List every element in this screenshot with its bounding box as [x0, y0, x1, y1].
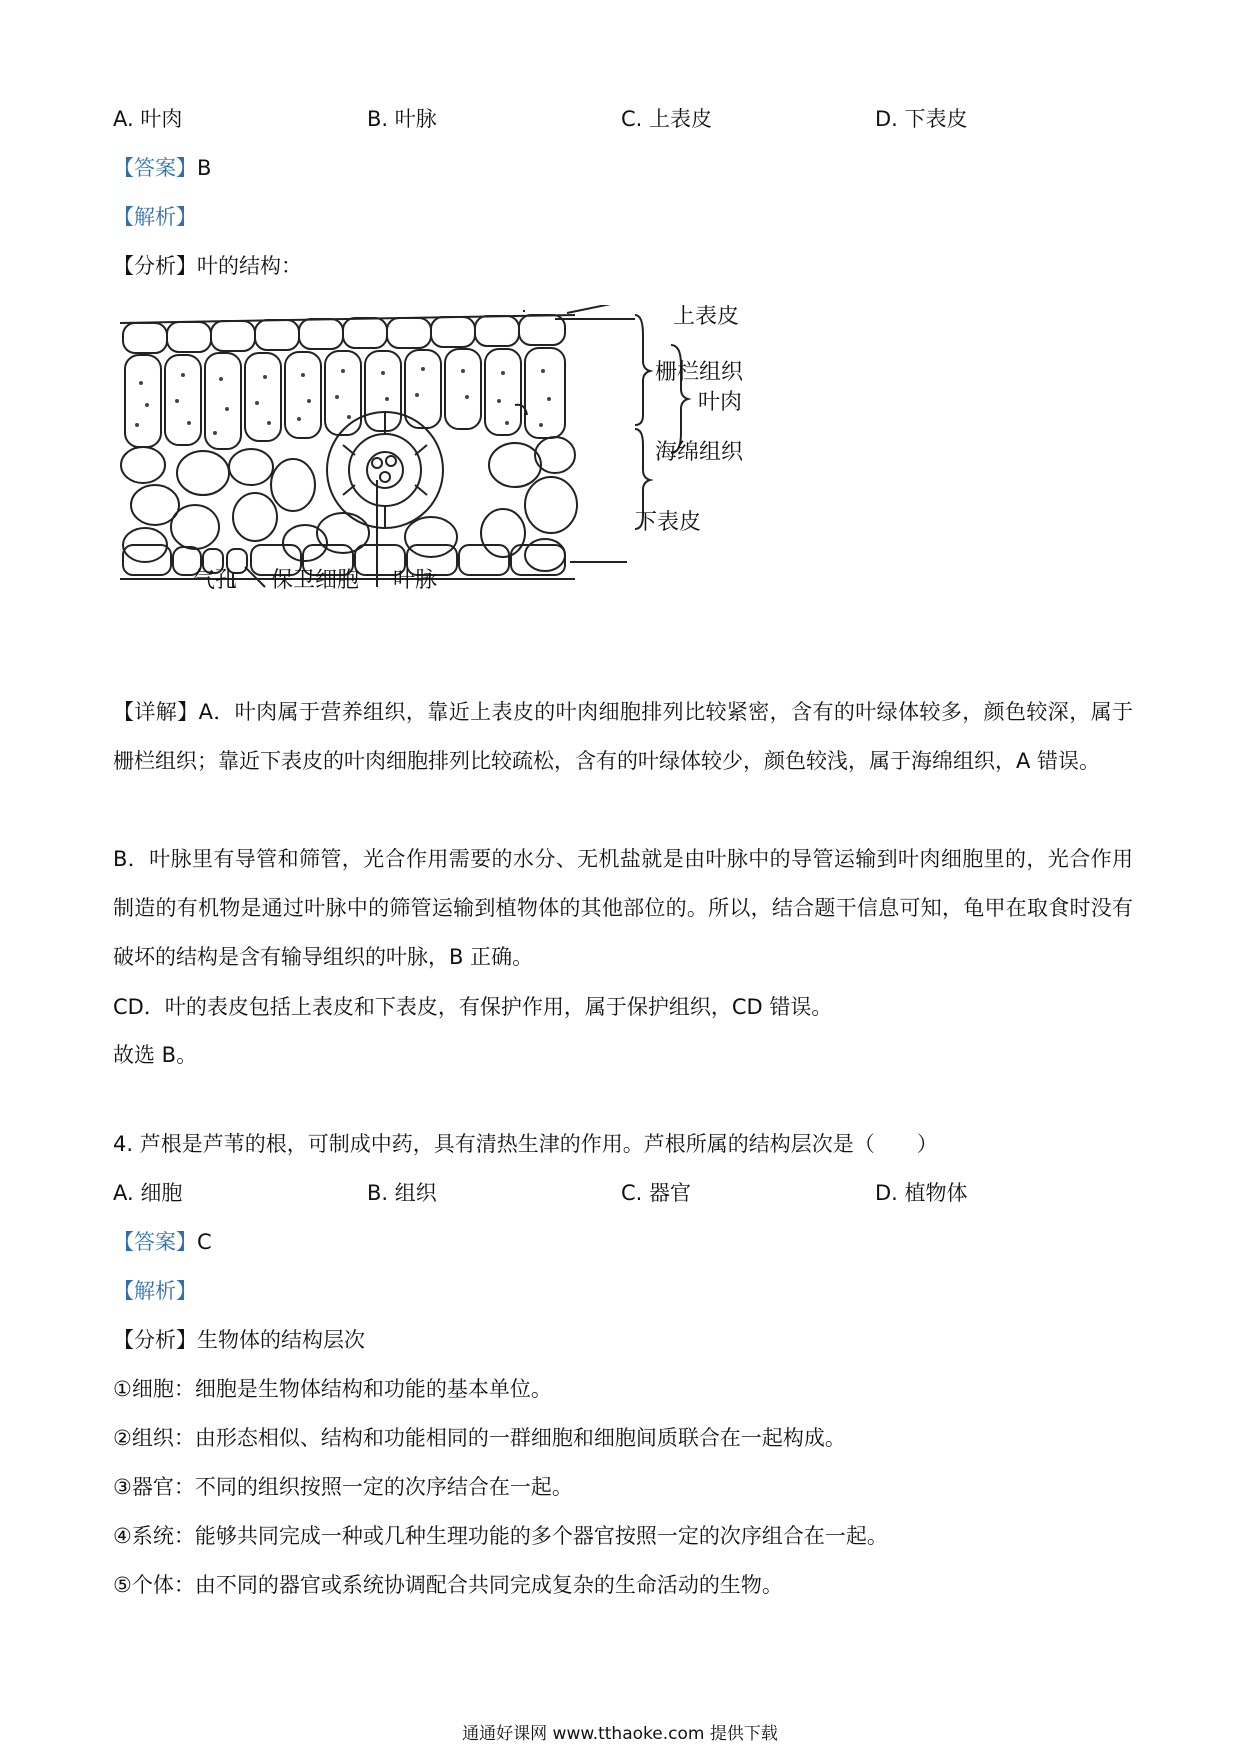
q4-item-tissue: ②组织：由形态相似、结构和功能相同的一群细胞和细胞间质联合在一起构成。: [113, 1426, 846, 1450]
label-guard-cell: 保卫细胞: [271, 568, 360, 593]
q3-option-b: B. 叶脉: [367, 107, 437, 131]
label-vein: 叶脉: [393, 568, 438, 593]
label-palisade: 栅栏组织: [655, 360, 744, 385]
vein-bundle: [317, 412, 457, 557]
q4-answer: [113, 1227, 212, 1257]
answer-value: B: [197, 156, 212, 180]
q3-option-c: C. 上表皮: [621, 107, 713, 131]
label-upper-epidermis: 上表皮: [673, 305, 740, 329]
q4-item-individual: ⑤个体：由不同的器官或系统协调配合共同完成复杂的生命活动的生物。: [113, 1573, 783, 1597]
label-lower-epidermis: 下表皮: [635, 510, 702, 535]
label-mesophyll: 叶肉: [698, 390, 743, 415]
label-stoma: 气孔: [193, 568, 238, 593]
q3-detail-a: 【详解】A．叶肉属于营养组织，靠近上表皮的叶肉细胞排列比较紧密，含有的叶绿体较多，颜色较深，属于栅栏组织；靠近下表皮的叶肉细胞排列比较疏松，含有的叶绿体较少，颜色较浅，属于海绵组织，A 错误。: [113, 700, 1133, 773]
page-footer: 通通好课网 www.tthaoke.com 提供下载: [462, 1724, 778, 1744]
q3-detail-b: B．叶脉里有导管和筛管，光合作用需要的水分、无机盐就是由叶脉中的导管运输到叶肉细胞里的，光合作用制造的有机物是通过叶脉中的筛管运输到植物体的其他部位的。所以，结合题干信息可知，龟甲在取食时没有破坏的结构是含有输导组织的叶脉，B 正确。: [113, 847, 1133, 969]
upper-epidermis-layer: [120, 315, 575, 353]
q4-option-a: A. 细胞: [113, 1181, 183, 1205]
answer-tag: 【答案】: [113, 1230, 197, 1254]
q4-question: 4. 芦根是芦苇的根，可制成中药，具有清热生津的作用。芦根所属的结构层次是（ ）: [113, 1132, 938, 1156]
answer-tag: 【答案】: [113, 156, 197, 180]
q4-analysis-tag: 【解析】: [113, 1279, 197, 1303]
q3-choose: 故选 B。: [113, 1043, 198, 1067]
answer-value: C: [197, 1230, 212, 1254]
q4-item-system: ④系统：能够共同完成一种或几种生理功能的多个器官按照一定的次序组合在一起。: [113, 1524, 888, 1548]
q3-detail-cd: CD．叶的表皮包括上表皮和下表皮，有保护作用，属于保护组织，CD 错误。: [113, 995, 833, 1019]
q4-fenxi: 【分析】生物体的结构层次: [113, 1328, 365, 1352]
q4-option-b: B. 组织: [367, 1181, 437, 1205]
q3-option-d: D. 下表皮: [875, 107, 968, 131]
leaf-structure-figure: [115, 305, 835, 665]
q4-item-cell: ①细胞：细胞是生物体结构和功能的基本单位。: [113, 1377, 552, 1401]
label-spongy: 海绵组织: [655, 440, 744, 465]
q3-analysis-tag: 【解析】: [113, 205, 197, 229]
q4-option-c: C. 器官: [621, 1181, 692, 1205]
q3-answer: [113, 153, 211, 183]
palisade-tissue: [125, 348, 565, 449]
q3-fenxi: 【分析】叶的结构：: [113, 254, 302, 278]
q3-option-a: A. 叶肉: [113, 107, 183, 131]
q4-item-organ: ③器官：不同的组织按照一定的次序结合在一起。: [113, 1475, 573, 1499]
q4-option-d: D. 植物体: [875, 1181, 968, 1205]
